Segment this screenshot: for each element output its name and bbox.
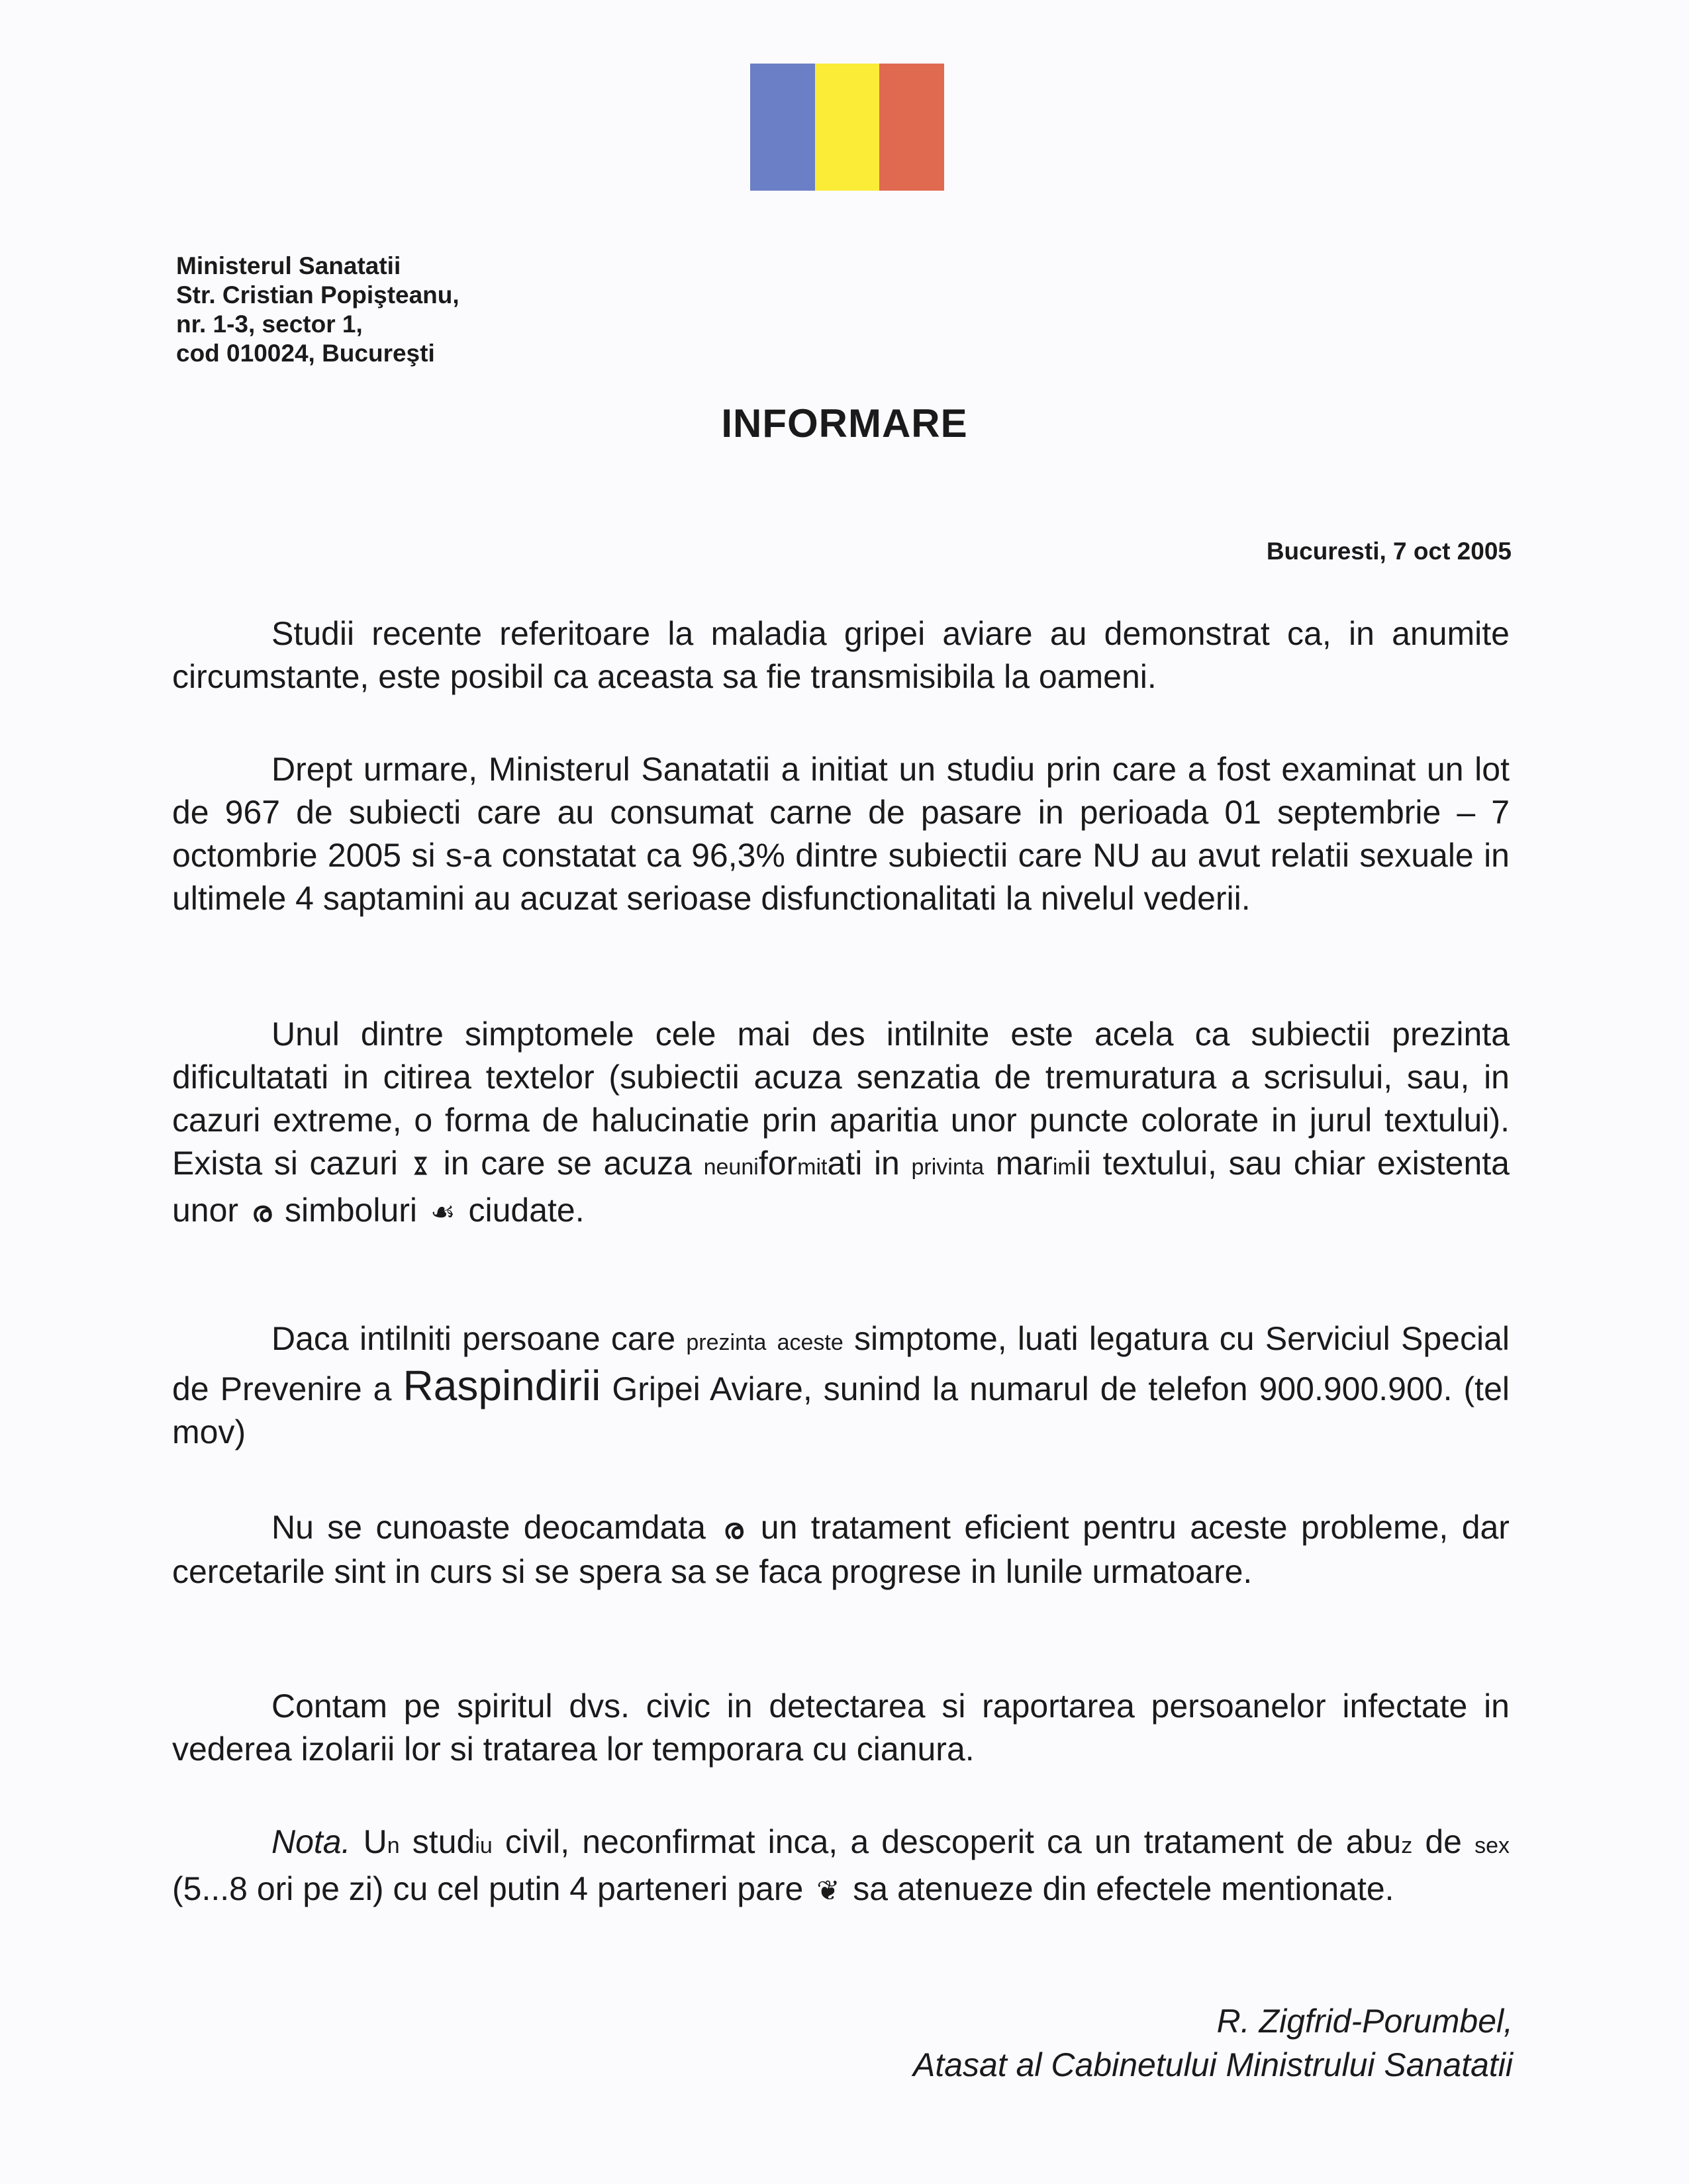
text-run: Unul dintre simptomele cele mai des intilnite este acela ca subiectii prezinta dificultatati in citirea textelor (subiectii acuza senzatia de tremuratura a scrisului, sau, in cazuri extreme, o forma de halucinatie prin aparitia unor puncte colorate in jurul textului). Exista si cazuri — [172, 1016, 1510, 1182]
address-line: cod 010024, Bucureşti — [176, 340, 435, 367]
address-line: Ministerul Sanatatii — [176, 252, 401, 279]
text-run: civil, neconfirmat inca, a descoperit ca un tratament de abu — [505, 1823, 1402, 1860]
text-run-small: sex — [1474, 1833, 1510, 1858]
address-line: nr. 1-3, sector 1, — [176, 310, 363, 338]
text-run: mar — [995, 1145, 1053, 1182]
text-run-small: aceste — [777, 1330, 844, 1355]
address-line: Str. Cristian Popişteanu, — [176, 281, 459, 309]
text-run: Daca intilniti persoane care — [271, 1320, 676, 1357]
signatory-name: R. Zigfrid-Porumbel, — [1216, 2003, 1513, 2040]
text-run-small: iu — [475, 1833, 493, 1858]
text-run: textului, sau chiar existenta unor — [172, 1145, 1510, 1229]
paragraph-7 — [172, 1821, 1510, 1912]
paragraph-3 — [172, 1013, 1510, 1233]
paragraph-6: Contam pe spiritul dvs. civic in detectarea si raportarea persoanelor infectate in vederea izolarii lor si tratarea lor temporara cu cianura. — [172, 1687, 1510, 1768]
text-run-small: z — [1401, 1833, 1413, 1858]
text-run: simboluri — [284, 1192, 418, 1229]
heart-leaf-icon: ❦ — [816, 1874, 840, 1907]
text-run-small: im — [1052, 1155, 1077, 1180]
romanian-flag — [750, 64, 944, 191]
text-run: in — [873, 1145, 900, 1182]
text-run: in care se acuza — [443, 1145, 692, 1182]
paragraph-1: Studii recente referitoare la maladia gripei aviare au demonstrat ca, in anumite circumstante, este posibil ca aceasta sa fie transmisibila la oameni. — [172, 615, 1510, 695]
text-run: un tratament eficient pentru aceste probleme, dar cercetarile sint in curs si se spera sa se faca progrese in lunile urmatoare. — [172, 1509, 1510, 1590]
sender-address — [176, 252, 459, 368]
text-run: sa atenueze din efectele mentionate. — [853, 1870, 1394, 1907]
text-run-small: prezinta — [686, 1330, 767, 1355]
text-run: for — [758, 1145, 798, 1182]
text-run-large: Raspindirii — [403, 1362, 601, 1409]
text-run-small: privinta — [911, 1155, 985, 1180]
document-date: Bucuresti, 7 oct 2005 — [1266, 538, 1512, 565]
paragraph-2: Drept urmare, Ministerul Sanatatii a initiat un studiu prin care a fost examinat un lot de 967 de subiecti care au consumat carne de pasare in perioada 01 septembrie – 7 octombrie 2005 si s-a constatat ca 96,3% dintre subiectii care NU au avut relatii sexuale in ultimele 4 saptamini au acuzat serioase disfunctionalitati la nivelul vederii. — [172, 751, 1510, 917]
text-run: ati — [827, 1145, 863, 1182]
text-run: de — [1425, 1823, 1462, 1860]
document-title: INFORMARE — [721, 401, 968, 446]
signatory-role: Atasat al Cabinetului Ministrului Sanatatii — [912, 2046, 1513, 2083]
text-run: U — [363, 1823, 387, 1860]
note-label: Nota. — [271, 1823, 351, 1860]
signature-block — [913, 1999, 1513, 2087]
text-run: (5...8 ori pe zi) cu cel putin 4 parteneri pare — [172, 1870, 804, 1907]
flourish-symbol-icon: ര — [251, 1196, 272, 1228]
flag-stripe-red — [879, 64, 944, 191]
text-run-small: neuni — [703, 1155, 759, 1180]
text-run: simptome, luati legatura cu Serviciul Special de Prevenire a — [172, 1320, 1510, 1407]
text-run: Nu se cunoaste deocamdata — [271, 1509, 706, 1546]
text-run: Gripei Aviare, sunind la numarul de telefon 900.900.900. (tel mov) — [172, 1370, 1510, 1450]
paragraph-4 — [172, 1317, 1510, 1454]
flourish-symbol-icon: ര — [723, 1513, 744, 1545]
flourish-symbol-icon: ೱ — [413, 1149, 428, 1181]
text-run-small: mit — [797, 1155, 828, 1180]
flag-stripe-blue — [750, 64, 815, 191]
text-run-small: n — [387, 1833, 400, 1858]
text-run: stud — [412, 1823, 475, 1860]
text-run: ii — [1076, 1145, 1091, 1182]
paragraph-5 — [172, 1506, 1510, 1593]
flag-stripe-yellow — [815, 64, 880, 191]
text-run: ciudate. — [468, 1192, 585, 1229]
flourish-symbol-icon: ☙ — [430, 1196, 456, 1228]
